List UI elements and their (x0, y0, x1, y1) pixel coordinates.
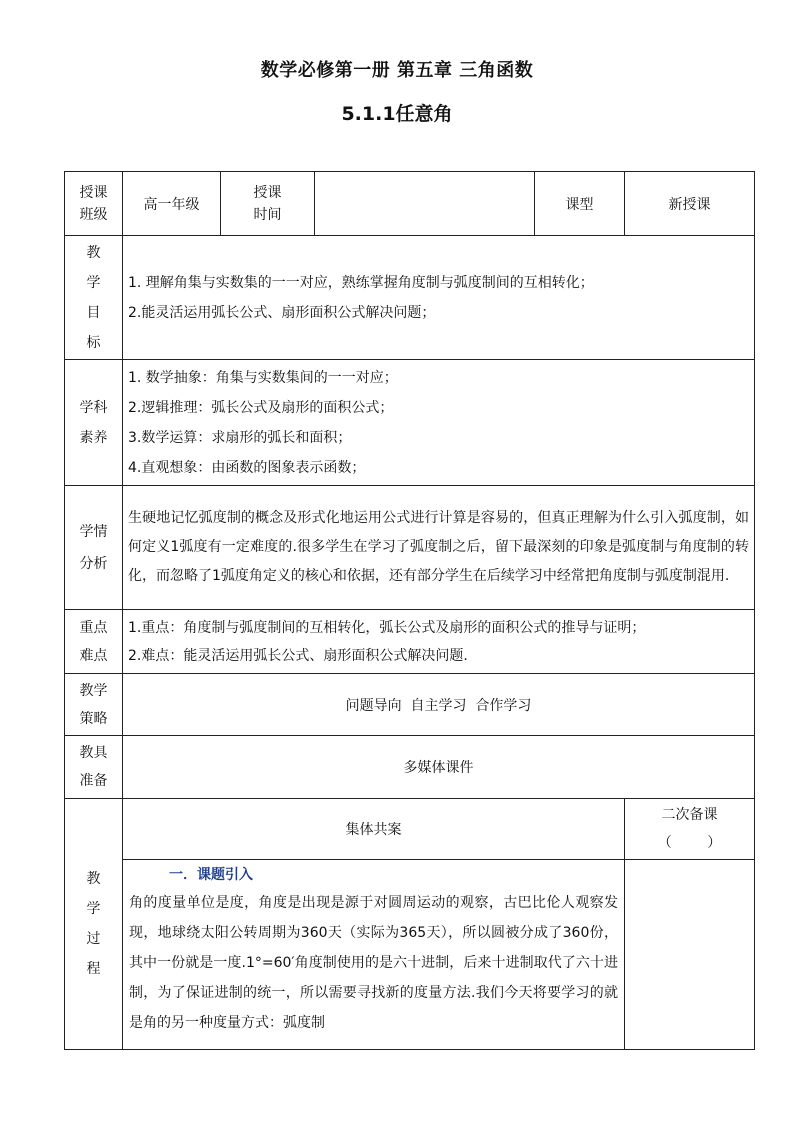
key-points-label: 重点 难点 (65, 610, 123, 674)
process-label: 教 学 过 程 (65, 799, 123, 1050)
process-side-header: 二次备课 （ ） (625, 799, 755, 860)
process-side-content (625, 860, 755, 1050)
analysis-content: 生硬地记忆弧度制的概念及形式化地运用公式进行计算是容易的，但真正理解为什么引入弧度制，如何定义1弧度有一定难度的.很多学生在学习了弧度制之后，留下最深刻的印象是弧度制与角度制的转化，而忽略了1弧度角定义的核心和依据，还有部分学生在后续学习中经常把角度制与弧度制混用. (123, 486, 755, 610)
class-label-cell (65, 172, 123, 236)
objectives-label: 教 学 目 标 (65, 236, 123, 360)
equipment-label: 教具 准备 (65, 736, 123, 799)
lesson-title: 5.1.1任意角 (341, 103, 453, 125)
time-label-cell (221, 172, 315, 236)
time-label-line1: 授课 (253, 184, 282, 201)
intro-text: 角的度量单位是度，角度是出现是源于对圆周运动的观察，古巴比伦人观察发现，地球绕太阳公转周期为360天（实际为365天），所以圆被分成了360份，其中一份就是一度.1°=60′角度制使用的是六十进制，后来十进制取代了六十进制，为了保证进制的统一，所以需要寻找新的度量方法.我们今天将要学习的就是角的另一种度量方式：弧度制 (129, 895, 618, 1031)
strategy-label: 教学 策略 (65, 674, 123, 736)
time-label-line2: 时间 (253, 206, 282, 223)
type-value: 新授课 (625, 172, 755, 236)
strategy-row (65, 674, 755, 736)
objectives-row (65, 236, 755, 360)
literacy-item: 1. 数学抽象：角集与实数集间的一一对应； (128, 369, 398, 386)
literacy-label: 学科 素养 (65, 360, 123, 486)
literacy-item: 2.逻辑推理：弧长公式及扇形的面积公式； (128, 399, 394, 416)
equipment-row (65, 736, 755, 799)
process-main-header: 集体共案 (123, 799, 625, 860)
process-header-row (65, 799, 755, 860)
equipment-value: 多媒体课件 (123, 736, 755, 799)
key-point-item: 1.重点：角度制与弧度制间的互相转化，弧长公式及扇形的面积公式的推导与证明； (128, 619, 646, 636)
type-label: 课型 (535, 172, 625, 236)
literacy-item: 3.数学运算：求扇形的弧长和面积； (128, 429, 352, 446)
section-title: 一．课题引入 (169, 867, 253, 883)
literacy-content (123, 360, 755, 486)
objectives-content (123, 236, 755, 360)
class-label-line2: 班级 (79, 206, 108, 223)
strategy-value: 问题导向 自主学习 合作学习 (123, 674, 755, 736)
key-points-content (123, 610, 755, 674)
key-points-row (65, 610, 755, 674)
class-value: 高一年级 (123, 172, 221, 236)
lesson-plan-table (64, 171, 755, 1050)
analysis-label: 学情 分析 (65, 486, 123, 610)
literacy-row (65, 360, 755, 486)
process-content-row (65, 860, 755, 1050)
analysis-row (65, 486, 755, 610)
literacy-item: 4.直观想象：由函数的图象表示函数； (128, 459, 366, 476)
objective-item: 2.能灵活运用弧长公式、扇形面积公式解决问题； (128, 304, 436, 321)
document-title: 数学必修第一册 第五章 三角函数 (260, 60, 534, 81)
objective-item: 1. 理解角集与实数集的一一对应，熟练掌握角度制与弧度制间的互相转化； (128, 274, 594, 291)
time-value (315, 172, 535, 236)
key-point-item: 2.难点：能灵活运用弧长公式、扇形面积公式解决问题. (128, 647, 468, 664)
process-main-content (123, 860, 625, 1050)
class-label-line1: 授课 (79, 184, 108, 201)
header-row (65, 172, 755, 236)
